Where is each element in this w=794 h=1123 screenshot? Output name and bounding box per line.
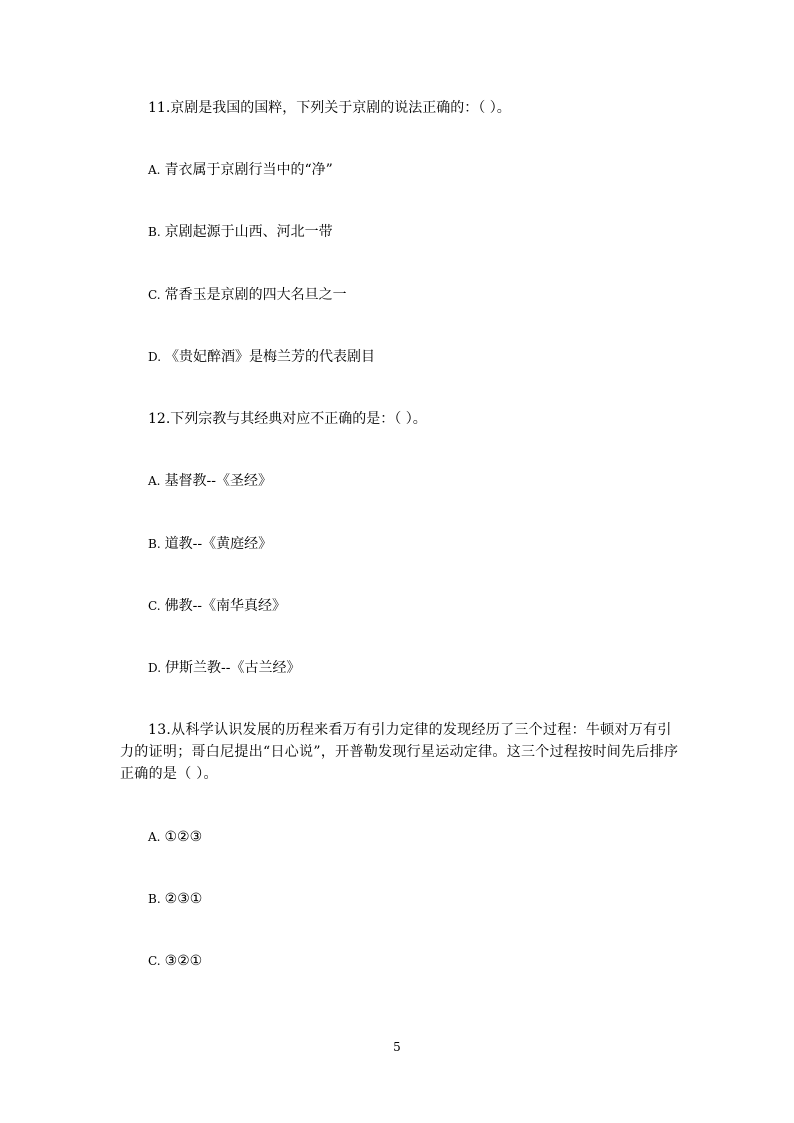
option-letter: A. [148, 474, 161, 488]
option-letter: B. [148, 225, 161, 239]
option-text: 《贵妃醉酒》是梅兰芳的代表剧目 [165, 349, 376, 365]
option-text: 青衣属于京剧行当中的“净” [164, 162, 333, 178]
question-13-option-c [148, 950, 202, 972]
question-12-option-c [148, 595, 286, 617]
option-letter: C. [148, 288, 161, 302]
option-letter: C. [148, 954, 161, 968]
question-13-option-b [148, 888, 202, 910]
question-11-option-b [148, 221, 333, 243]
option-letter: A. [148, 830, 161, 844]
question-11-option-a [148, 159, 333, 181]
option-text: 常香玉是京剧的四大名旦之一 [164, 287, 347, 303]
question-11-option-d [148, 346, 375, 368]
question-13-stem: 13.从科学认识发展的历程来看万有引力定律的发现经历了三个过程：牛顿对万有引力的证明；哥白尼提出“日心说”，开普勒发现行星运动定律。这三个过程按时间先后排序正确的是（ ）。 [120, 722, 679, 782]
option-text: 基督教--《圣经》 [164, 473, 272, 489]
option-text: ①②③ [164, 829, 203, 845]
question-13-option-a [148, 826, 202, 848]
question-11-option-c [148, 284, 347, 306]
option-text: ③②① [164, 953, 203, 969]
option-letter: C. [148, 599, 161, 613]
option-text: ②③① [164, 891, 203, 907]
question-12-option-d [148, 657, 300, 679]
option-letter: B. [148, 892, 161, 906]
option-letter: B. [148, 537, 161, 551]
question-12-option-a [148, 470, 272, 492]
page-number: 5 [393, 1040, 401, 1054]
option-text: 京剧起源于山西、河北一带 [164, 224, 333, 240]
option-text: 道教--《黄庭经》 [164, 536, 273, 552]
question-11-stem: 11.京剧是我国的国粹，下列关于京剧的说法正确的：（ ）。 [148, 100, 511, 116]
option-text: 伊斯兰教--《古兰经》 [165, 660, 301, 676]
option-letter: A. [148, 163, 161, 177]
option-letter: D. [148, 661, 162, 675]
option-text: 佛教--《南华真经》 [164, 598, 287, 614]
option-letter: D. [148, 350, 162, 364]
question-12-option-b [148, 533, 272, 555]
question-12-stem: 12.下列宗教与其经典对应不正确的是：（ ）。 [148, 411, 427, 427]
